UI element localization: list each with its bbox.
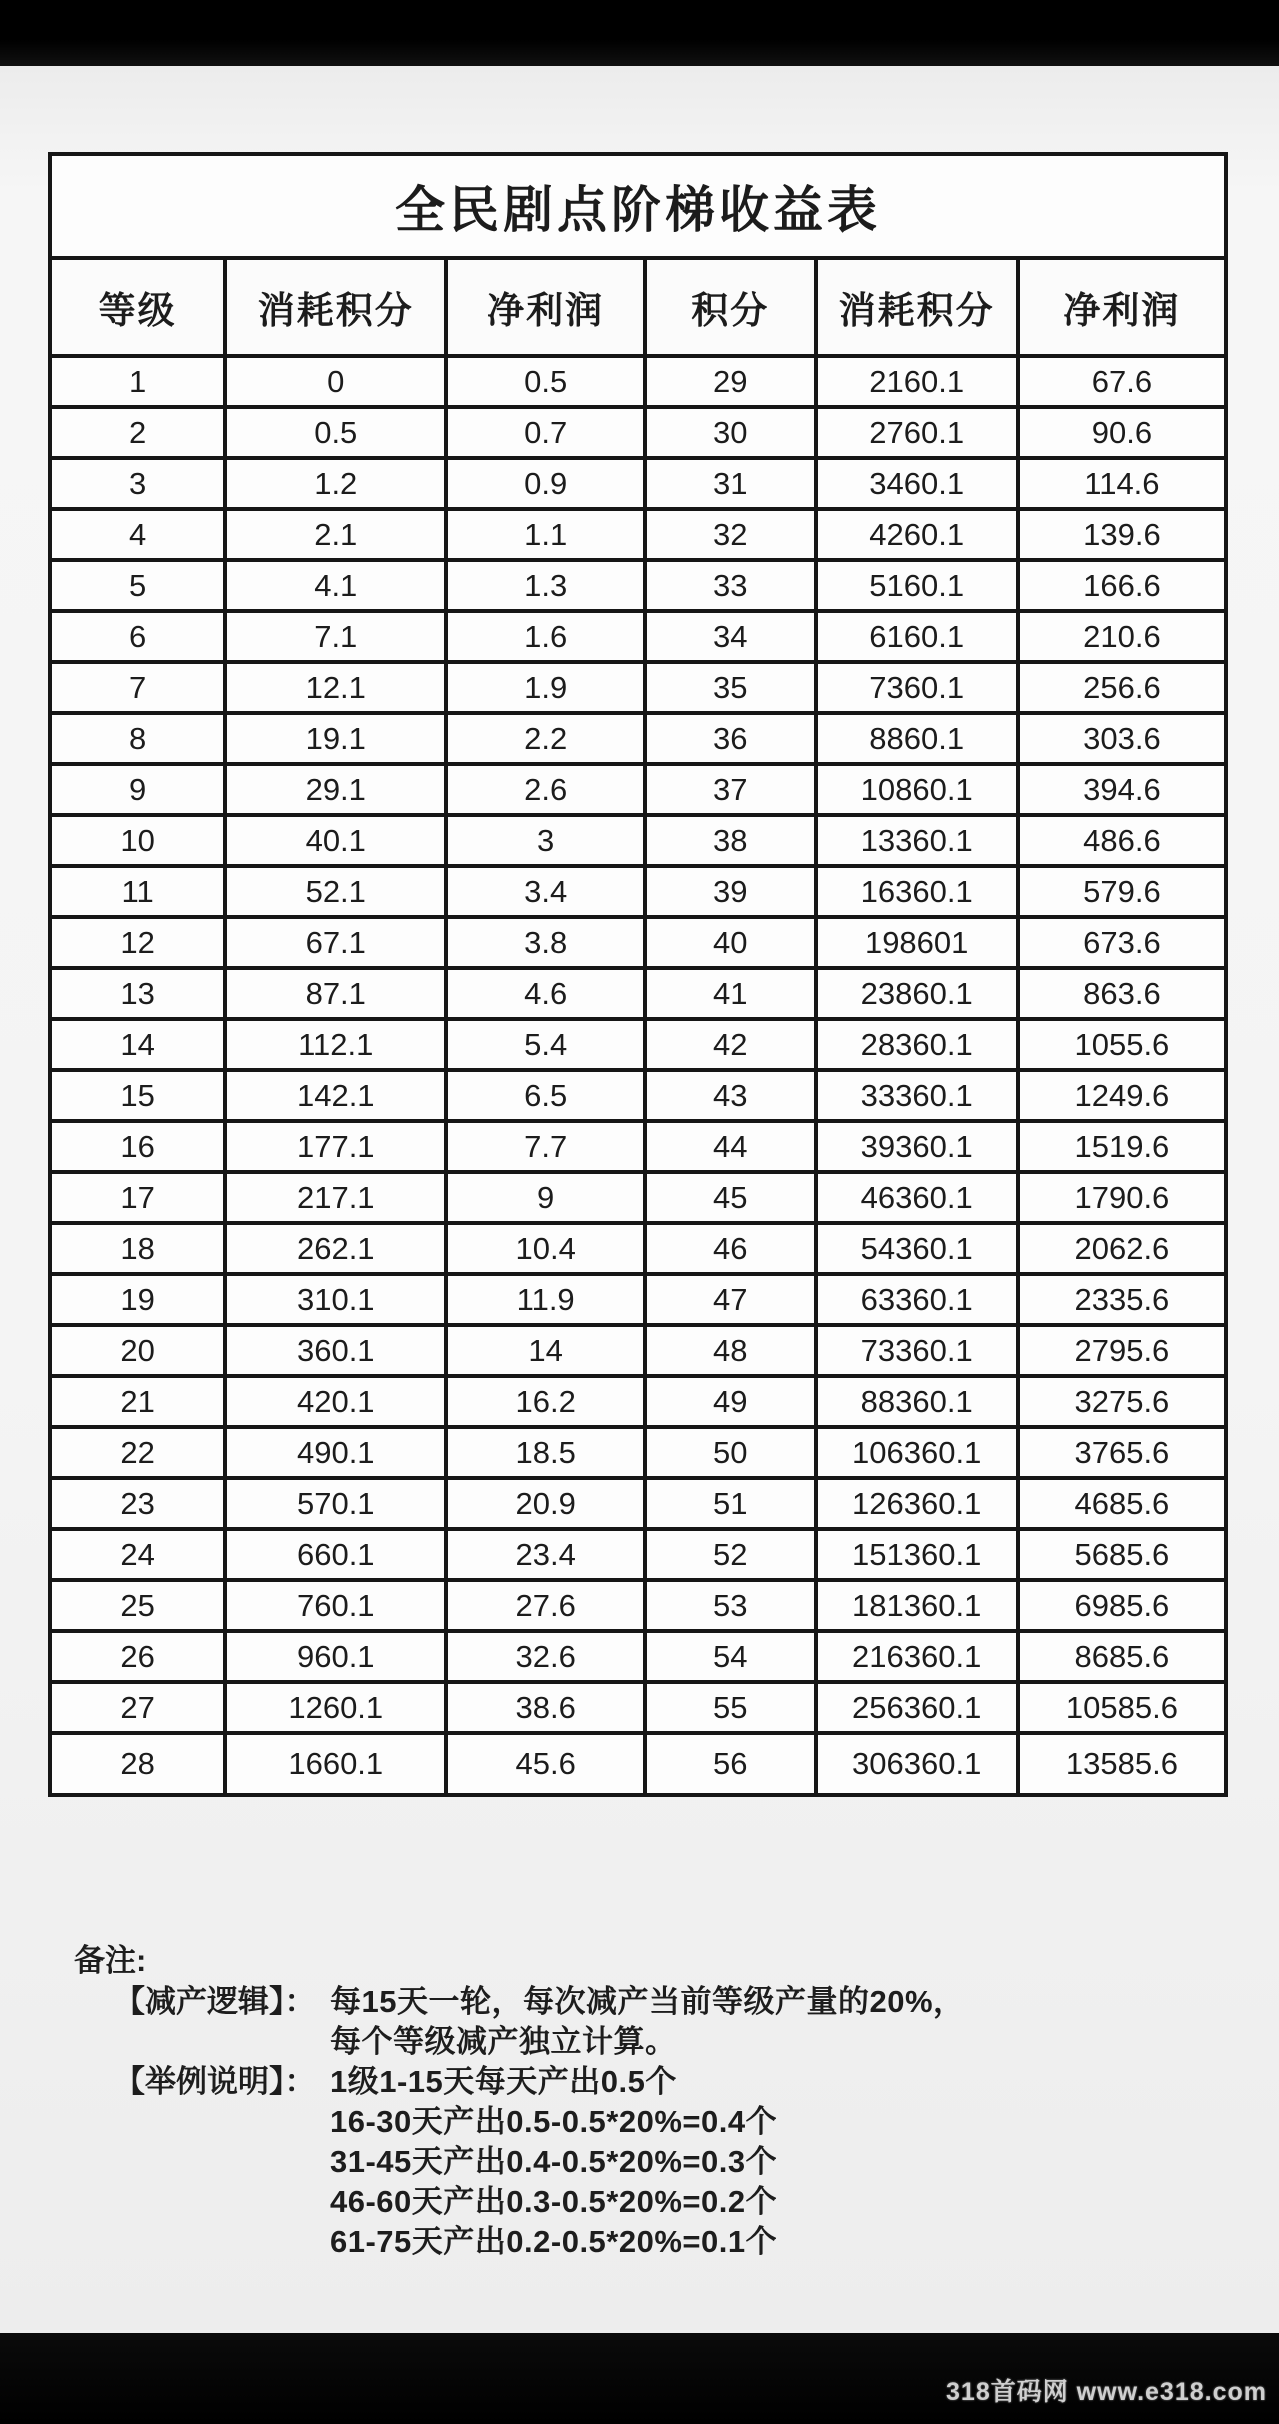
table-cell: 5160.1 <box>816 560 1018 611</box>
table-row <box>50 917 1226 968</box>
table-cell: 50 <box>645 1427 816 1478</box>
table-cell: 23 <box>50 1478 225 1529</box>
table-cell: 16360.1 <box>816 866 1018 917</box>
table-cell: 12.1 <box>225 662 446 713</box>
table-cell: 14 <box>446 1325 645 1376</box>
table-cell: 1519.6 <box>1018 1121 1226 1172</box>
table-row <box>50 1172 1226 1223</box>
table-cell: 3 <box>50 458 225 509</box>
header-net-profit-left: 净利润 <box>446 258 645 356</box>
table-row <box>50 560 1226 611</box>
notes-items <box>0 1982 1279 2262</box>
table-cell: 21 <box>50 1376 225 1427</box>
table-cell: 14 <box>50 1019 225 1070</box>
table-cell: 2760.1 <box>816 407 1018 458</box>
table-cell: 43 <box>645 1070 816 1121</box>
income-table <box>48 152 1228 1797</box>
notes-section <box>0 1940 1279 2262</box>
table-cell: 22 <box>50 1427 225 1478</box>
table-cell: 34 <box>645 611 816 662</box>
table-cell: 1.6 <box>446 611 645 662</box>
table-row <box>50 1223 1226 1274</box>
table-cell: 4.1 <box>225 560 446 611</box>
table-row <box>50 611 1226 662</box>
note-line: 31-45天产出0.4-0.5*20%=0.3个 <box>330 2144 778 2179</box>
table-row <box>50 662 1226 713</box>
table-row <box>50 356 1226 407</box>
table-cell: 10585.6 <box>1018 1682 1226 1733</box>
table-cell: 52 <box>645 1529 816 1580</box>
table-cell: 38 <box>645 815 816 866</box>
table-cell: 7 <box>50 662 225 713</box>
table-cell: 26 <box>50 1631 225 1682</box>
header-consumed-points-left: 消耗积分 <box>225 258 446 356</box>
table-row <box>50 1376 1226 1427</box>
table-cell: 394.6 <box>1018 764 1226 815</box>
table-cell: 2 <box>50 407 225 458</box>
table-row <box>50 866 1226 917</box>
table-cell: 35 <box>645 662 816 713</box>
table-cell: 4260.1 <box>816 509 1018 560</box>
table-cell: 18 <box>50 1223 225 1274</box>
table-row <box>50 1070 1226 1121</box>
table-cell: 18.5 <box>446 1427 645 1478</box>
table-cell: 216360.1 <box>816 1631 1018 1682</box>
table-cell: 4685.6 <box>1018 1478 1226 1529</box>
header-level: 等级 <box>50 258 225 356</box>
table-cell: 23860.1 <box>816 968 1018 1019</box>
table-cell: 36 <box>645 713 816 764</box>
note-line: 46-60天产出0.3-0.5*20%=0.2个 <box>330 2184 778 2219</box>
table-cell: 44 <box>645 1121 816 1172</box>
table-cell: 1.9 <box>446 662 645 713</box>
header-net-profit-right: 净利润 <box>1018 258 1226 356</box>
table-cell: 28360.1 <box>816 1019 1018 1070</box>
table-cell: 54360.1 <box>816 1223 1018 1274</box>
table-cell: 88360.1 <box>816 1376 1018 1427</box>
table-row <box>50 1733 1226 1795</box>
table-cell: 570.1 <box>225 1478 446 1529</box>
note-lines <box>330 1982 1279 2062</box>
table-row <box>50 1019 1226 1070</box>
header-consumed-points-right: 消耗积分 <box>816 258 1018 356</box>
table-row <box>50 815 1226 866</box>
table-cell: 217.1 <box>225 1172 446 1223</box>
table-cell: 52.1 <box>225 866 446 917</box>
table-cell: 2160.1 <box>816 356 1018 407</box>
table-cell: 33360.1 <box>816 1070 1018 1121</box>
table-cell: 0.5 <box>446 356 645 407</box>
table-cell: 67.1 <box>225 917 446 968</box>
table-cell: 20 <box>50 1325 225 1376</box>
note-lines <box>330 2062 1279 2262</box>
table-cell: 39 <box>645 866 816 917</box>
table-row <box>50 1274 1226 1325</box>
table-cell: 39360.1 <box>816 1121 1018 1172</box>
photo-bottom-black-band <box>0 2333 1279 2424</box>
table-cell: 210.6 <box>1018 611 1226 662</box>
table-cell: 3.8 <box>446 917 645 968</box>
table-cell: 27 <box>50 1682 225 1733</box>
table-cell: 47 <box>645 1274 816 1325</box>
table-row <box>50 1478 1226 1529</box>
table-row <box>50 458 1226 509</box>
table-row <box>50 1682 1226 1733</box>
table-cell: 8 <box>50 713 225 764</box>
table-cell: 32 <box>645 509 816 560</box>
table-cell: 19.1 <box>225 713 446 764</box>
table-cell: 16.2 <box>446 1376 645 1427</box>
table-cell: 114.6 <box>1018 458 1226 509</box>
note-tag: 【举例说明】： <box>114 2064 316 2099</box>
table-cell: 49 <box>645 1376 816 1427</box>
table-cell: 486.6 <box>1018 815 1226 866</box>
table-cell: 673.6 <box>1018 917 1226 968</box>
table-cell: 73360.1 <box>816 1325 1018 1376</box>
note-line: 每15天一轮，每次减产当前等级产量的20%， <box>330 1984 965 2019</box>
table-cell: 1249.6 <box>1018 1070 1226 1121</box>
table-cell: 3275.6 <box>1018 1376 1226 1427</box>
table-row <box>50 1325 1226 1376</box>
table-cell: 960.1 <box>225 1631 446 1682</box>
table-cell: 151360.1 <box>816 1529 1018 1580</box>
table-cell: 106360.1 <box>816 1427 1018 1478</box>
table-cell: 1660.1 <box>225 1733 446 1795</box>
table-row <box>50 968 1226 1019</box>
table-cell: 3460.1 <box>816 458 1018 509</box>
table-cell: 17 <box>50 1172 225 1223</box>
table-cell: 256.6 <box>1018 662 1226 713</box>
table-cell: 67.6 <box>1018 356 1226 407</box>
note-line: 61-75天产出0.2-0.5*20%=0.1个 <box>330 2224 778 2259</box>
table-cell: 2795.6 <box>1018 1325 1226 1376</box>
notes-label: 备注: <box>74 1943 147 1978</box>
table-cell: 33 <box>645 560 816 611</box>
table-cell: 7.7 <box>446 1121 645 1172</box>
table-cell: 10860.1 <box>816 764 1018 815</box>
table-cell: 5685.6 <box>1018 1529 1226 1580</box>
note-line: 16-30天产出0.5-0.5*20%=0.4个 <box>330 2104 778 2139</box>
table-row <box>50 1631 1226 1682</box>
table-cell: 46 <box>645 1223 816 1274</box>
watermark: 318首码网 www.e318.com <box>946 2378 1267 2406</box>
table-cell: 10.4 <box>446 1223 645 1274</box>
table-cell: 310.1 <box>225 1274 446 1325</box>
note-tag: 【减产逻辑】： <box>114 1984 316 2019</box>
table-cell: 90.6 <box>1018 407 1226 458</box>
table-header-row <box>50 258 1226 356</box>
table-cell: 37 <box>645 764 816 815</box>
table-cell: 11 <box>50 866 225 917</box>
table-cell: 6985.6 <box>1018 1580 1226 1631</box>
table-cell: 31 <box>645 458 816 509</box>
note-item <box>114 1982 1279 2062</box>
table-cell: 1790.6 <box>1018 1172 1226 1223</box>
table-title: 全民剧点阶梯收益表 <box>50 154 1226 258</box>
table-cell: 8685.6 <box>1018 1631 1226 1682</box>
table-cell: 6 <box>50 611 225 662</box>
table-cell: 51 <box>645 1478 816 1529</box>
table-cell: 0.9 <box>446 458 645 509</box>
table-cell: 262.1 <box>225 1223 446 1274</box>
table-row <box>50 1580 1226 1631</box>
table-cell: 11.9 <box>446 1274 645 1325</box>
table-cell: 10 <box>50 815 225 866</box>
table-title-row <box>50 154 1226 258</box>
table-cell: 1260.1 <box>225 1682 446 1733</box>
table-cell: 1.3 <box>446 560 645 611</box>
table-cell: 166.6 <box>1018 560 1226 611</box>
table-cell: 55 <box>645 1682 816 1733</box>
table-cell: 29.1 <box>225 764 446 815</box>
table-cell: 6.5 <box>446 1070 645 1121</box>
table-row <box>50 1121 1226 1172</box>
table-cell: 198601 <box>816 917 1018 968</box>
table-body <box>50 356 1226 1795</box>
table-cell: 25 <box>50 1580 225 1631</box>
table-cell: 63360.1 <box>816 1274 1018 1325</box>
table-cell: 863.6 <box>1018 968 1226 1019</box>
table-cell: 5.4 <box>446 1019 645 1070</box>
table-cell: 40 <box>645 917 816 968</box>
table-cell: 420.1 <box>225 1376 446 1427</box>
table-cell: 19 <box>50 1274 225 1325</box>
table-cell: 177.1 <box>225 1121 446 1172</box>
table-cell: 139.6 <box>1018 509 1226 560</box>
table-cell: 38.6 <box>446 1682 645 1733</box>
table-row <box>50 764 1226 815</box>
table-cell: 3765.6 <box>1018 1427 1226 1478</box>
table-cell: 45 <box>645 1172 816 1223</box>
table-cell: 7.1 <box>225 611 446 662</box>
table-cell: 7360.1 <box>816 662 1018 713</box>
table-cell: 2335.6 <box>1018 1274 1226 1325</box>
note-line: 每个等级减产独立计算。 <box>330 2024 677 2059</box>
table-row <box>50 509 1226 560</box>
table-cell: 5 <box>50 560 225 611</box>
table-cell: 0.5 <box>225 407 446 458</box>
table-cell: 13360.1 <box>816 815 1018 866</box>
table-cell: 256360.1 <box>816 1682 1018 1733</box>
table-row <box>50 713 1226 764</box>
note-item <box>114 2062 1279 2262</box>
table-cell: 1055.6 <box>1018 1019 1226 1070</box>
table-cell: 12 <box>50 917 225 968</box>
table-cell: 579.6 <box>1018 866 1226 917</box>
table-cell: 41 <box>645 968 816 1019</box>
table-cell: 2.2 <box>446 713 645 764</box>
table-cell: 4 <box>50 509 225 560</box>
table-cell: 40.1 <box>225 815 446 866</box>
table-cell: 42 <box>645 1019 816 1070</box>
table-cell: 142.1 <box>225 1070 446 1121</box>
table-cell: 56 <box>645 1733 816 1795</box>
header-points: 积分 <box>645 258 816 356</box>
note-line: 1级1-15天每天产出0.5个 <box>330 2064 677 2099</box>
table-cell: 0 <box>225 356 446 407</box>
table-cell: 660.1 <box>225 1529 446 1580</box>
table-cell: 0.7 <box>446 407 645 458</box>
table-cell: 6160.1 <box>816 611 1018 662</box>
table-cell: 24 <box>50 1529 225 1580</box>
table-cell: 13 <box>50 968 225 1019</box>
table-cell: 112.1 <box>225 1019 446 1070</box>
table-cell: 2.6 <box>446 764 645 815</box>
table-cell: 87.1 <box>225 968 446 1019</box>
table-cell: 8860.1 <box>816 713 1018 764</box>
table-cell: 9 <box>50 764 225 815</box>
table-cell: 9 <box>446 1172 645 1223</box>
table-cell: 306360.1 <box>816 1733 1018 1795</box>
table-cell: 15 <box>50 1070 225 1121</box>
table-cell: 2062.6 <box>1018 1223 1226 1274</box>
table-cell: 4.6 <box>446 968 645 1019</box>
table-row <box>50 1529 1226 1580</box>
table-cell: 29 <box>645 356 816 407</box>
table-cell: 53 <box>645 1580 816 1631</box>
table-cell: 2.1 <box>225 509 446 560</box>
table-row <box>50 407 1226 458</box>
table-cell: 360.1 <box>225 1325 446 1376</box>
table-cell: 30 <box>645 407 816 458</box>
table-cell: 126360.1 <box>816 1478 1018 1529</box>
table-cell: 20.9 <box>446 1478 645 1529</box>
table-cell: 760.1 <box>225 1580 446 1631</box>
table-cell: 23.4 <box>446 1529 645 1580</box>
table-cell: 46360.1 <box>816 1172 1018 1223</box>
table-cell: 303.6 <box>1018 713 1226 764</box>
table-cell: 3.4 <box>446 866 645 917</box>
table-cell: 45.6 <box>446 1733 645 1795</box>
table-cell: 490.1 <box>225 1427 446 1478</box>
table-cell: 16 <box>50 1121 225 1172</box>
photo-top-black-band <box>0 0 1279 66</box>
table-cell: 1.2 <box>225 458 446 509</box>
table-cell: 54 <box>645 1631 816 1682</box>
table-cell: 27.6 <box>446 1580 645 1631</box>
table-row <box>50 1427 1226 1478</box>
table-cell: 28 <box>50 1733 225 1795</box>
table-cell: 3 <box>446 815 645 866</box>
table-cell: 181360.1 <box>816 1580 1018 1631</box>
table-cell: 32.6 <box>446 1631 645 1682</box>
table-cell: 1.1 <box>446 509 645 560</box>
table-cell: 13585.6 <box>1018 1733 1226 1795</box>
table-cell: 1 <box>50 356 225 407</box>
table-cell: 48 <box>645 1325 816 1376</box>
